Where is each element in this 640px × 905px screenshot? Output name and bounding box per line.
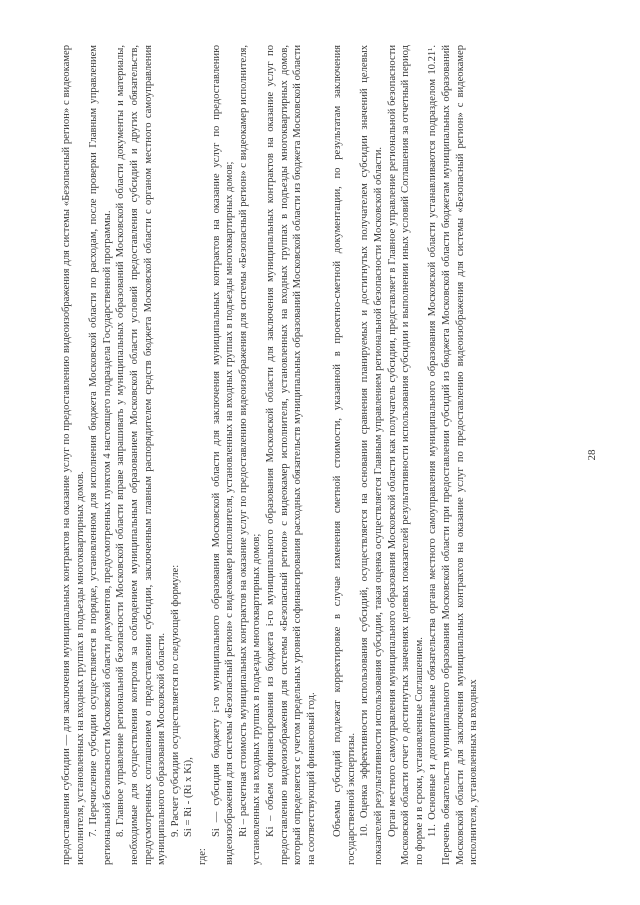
formula-where-label: где: xyxy=(196,848,208,865)
page-number: 28 xyxy=(586,449,598,461)
paragraph-clause-11: 11. Основные и дополнительные обязательства органа местного самоуправления муниципального образования Московской области устанавливаются подразделом 10.21¹. Перечень обязательств муниципального образования Московской области при предоставлении субсидий из бюджета Московской области бюджетам муниципальных образований Московской области для заключения муниципальных контрактов на оказание услуг по предоставлению видеоизображения для системы «Безопасный регион» с видеокамер исполнителя, установленных на входных xyxy=(427,45,480,865)
definition-ki: Ki – объем софинансирования из бюджета i-го муниципального образования Московской области для заключения муниципальных контрактов на оказание услуг по предоставлению видеоизображения для системы «Безопасный регион» с видеокамер исполнителя, установленных на входных группах в подъезды многоквартирных домов, который определяется с учетом предельных уровней софинансирования расходных обязательств муниципальных образований Московской области из бюджета Московской области на соответствующий финансовый год. xyxy=(264,45,317,865)
definition-si: Si — субсидия бюджету i-го муниципального образования Московской области для заключения муниципальных контрактов на оказание услуг по предоставлению видеоизображения для системы «Безопасный регион» с видеокамер исполнителя, установленных на входных группах в подъезды многоквартирных домов; xyxy=(210,45,236,865)
rotated-page-content xyxy=(60,45,620,865)
paragraph-report: Орган местного самоуправления муниципального образования Московской области как получатель субсидии, представляет в Главное управление региональной безопасности Московской области отчет о достигнутых значениях целевых показателей результативности использования субсидии и выполнении иных условий Соглашения за отчетный период по форме и в сроки, установленные Соглашением. xyxy=(386,45,425,865)
paragraph-clause-10: 10. Оценка эффективности использования субсидий, осуществляется на основании сравнения планируемых и достигнутых получателем субсидии значений целевых показателей результативности использования субсидии, такая оценка осуществляется Главным управлением региональной безопасности Московской области. xyxy=(359,45,385,865)
paragraph-clause-8: 8. Главное управление региональной безопасности Московской области вправе запрашивать у муниципальных образований Московской области документы и материалы, необходимые для осуществления контроля за соблюдением муниципальным образованием Московской области условий предоставления субсидий и других обязательств, предусмотренных соглашением о предоставлении субсидии, заключенным главным распорядителем средств бюджета Московской области с органом местного самоуправления муниципального образования Московской области. xyxy=(115,45,168,865)
document-body xyxy=(60,45,481,865)
paragraph-clause-7: 7. Перечисление субсидии осуществляется в порядке, установленном для исполнения бюджета Московской области по расходам, после проверки Главным управлением региональной безопасности Московской области документов, предусмотренных пунктом 4 настоящего подраздела Государственной программы. xyxy=(88,45,113,865)
paragraph-continuation: предоставления субсидии — для заключения муниципальных контрактов на оказание услуг по предоставлению видеоизображения для системы «Безопасный регион» с видеокамер исполнителя, установленных на входных группах в подъезды многоквартирных домов. xyxy=(61,45,86,865)
paragraph-clause-9: 9. Расчет субсидии осуществляется по следующей формуле: xyxy=(169,564,181,837)
paragraph-subsidy-correction: Объемы субсидий подлежат корректировке в случае изменения сметной стоимости, указанной в проектно-сметной документации, по результатам заключения государственной экспертизы. xyxy=(332,45,357,865)
formula: Si = Ri - (Ri x Ki), xyxy=(183,757,195,837)
definition-ri: Ri – расчетная стоимость муниципальных контрактов на оказание услуг по предоставлению видеоизображения для системы «Безопасный регион» с видеокамер исполнителя, установленных на входных группах в подъезды многоквартирных домов; xyxy=(237,45,263,865)
